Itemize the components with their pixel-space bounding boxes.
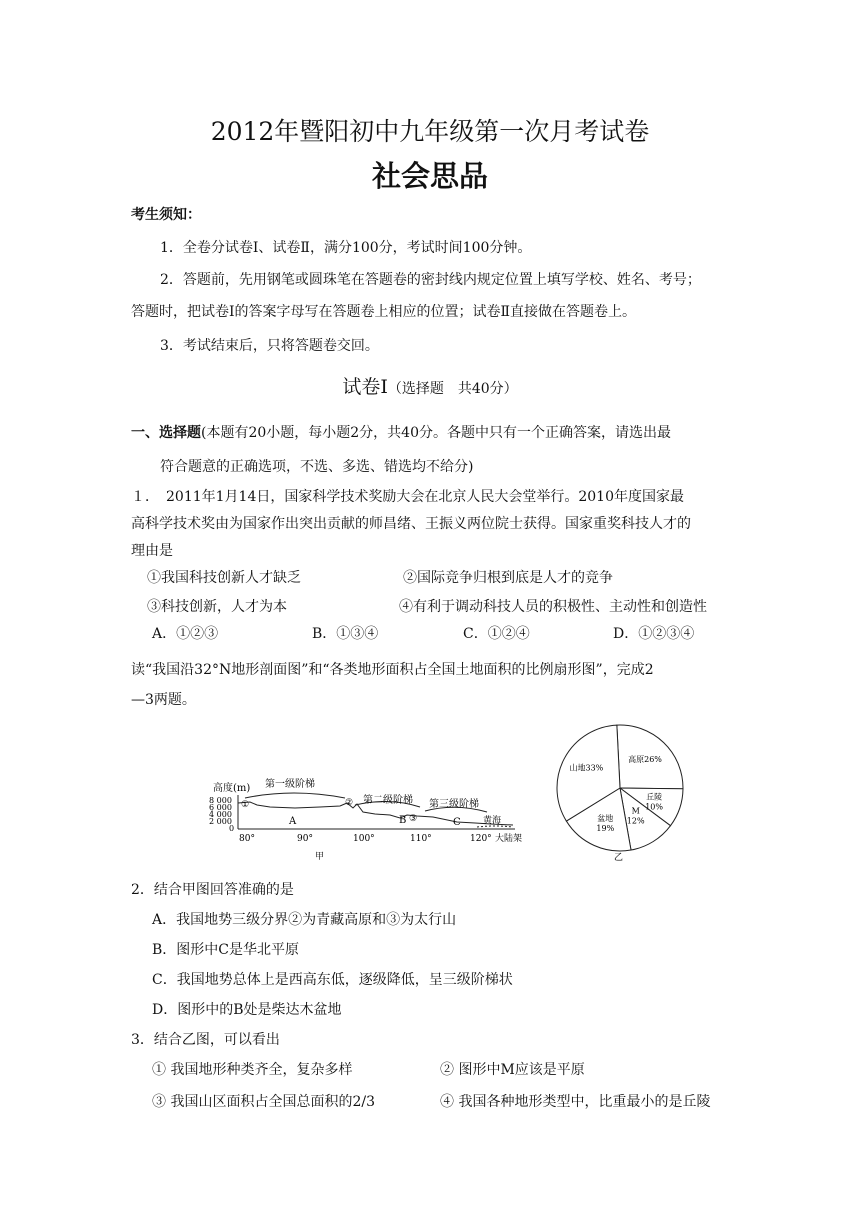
- notice-item-2-cont: 答题时，把试卷Ⅰ的答案字母写在答题卷上相应的位置；试卷Ⅱ直接做在答题卷上。: [131, 304, 637, 320]
- q3-statement-2: ② 图形中M应该是平原: [440, 1062, 585, 1078]
- notice-heading: 考生须知：: [131, 207, 201, 223]
- profile-xtick-110: 110°: [410, 834, 432, 844]
- pie-pct-label-4: 19%: [596, 823, 615, 833]
- paper1-note: （选择题 共40分）: [387, 381, 518, 397]
- profile-ytick-6000: 6 000: [209, 803, 232, 812]
- profile-ytick-4000: 4 000: [209, 810, 232, 819]
- section1-desc-line2: 符合题意的正确选项，不选、多选、错选均不给分): [160, 459, 474, 475]
- profile-step1: 第一级阶梯: [265, 779, 315, 790]
- pie-label-1: 高原26%: [628, 755, 662, 765]
- q1-line2: 高科学技术奖由为国家作出突出贡献的师昌绪、王振义两位院士获得。国家重奖科技人才的: [131, 516, 691, 532]
- q1-statement-2: ②国际竞争归根到底是人才的竞争: [403, 570, 613, 586]
- section1-heading: 一、选择题: [131, 425, 201, 441]
- q3-stem: 3．结合乙图，可以看出: [131, 1032, 280, 1048]
- terrain-profile-figure: [195, 745, 535, 865]
- profile-label-c: C: [453, 817, 461, 828]
- read-line1: 读“我国沿32°N地形剖面图”和“各类地形面积占全国土地面积的比例扇形图”，完成2: [131, 662, 654, 678]
- q2-option-b: B．图形中C是华北平原: [152, 942, 299, 958]
- profile-ytick-2000: 2 000: [209, 817, 232, 826]
- terrain-pie-chart: [540, 720, 700, 870]
- section1-line1: [131, 423, 671, 443]
- profile-step2: 第二级阶梯: [363, 795, 413, 806]
- pie-label-3: M: [631, 806, 640, 816]
- paper1-heading: [0, 372, 860, 399]
- q1-line3: 理由是: [131, 543, 173, 559]
- pie-label-2: 丘陵: [646, 792, 663, 802]
- profile-sea-label: 黄海: [483, 816, 502, 826]
- profile-xtick-90: 90°: [297, 834, 313, 844]
- q3-statement-4: ④ 我国各种地形类型中，比重最小的是丘陵: [440, 1094, 711, 1110]
- q1-option-c: C．①②④: [463, 626, 530, 642]
- profile-marker-3: ③: [409, 814, 418, 824]
- profile-step3: 第三级阶梯: [429, 799, 479, 810]
- q1-option-b: B．①③④: [312, 626, 379, 642]
- profile-marker-2: ②: [345, 798, 354, 808]
- q2-option-d: D．图形中的B处是柴达木盆地: [152, 1002, 342, 1018]
- q2-stem: 2．结合甲图回答准确的是: [131, 882, 294, 898]
- paper1-label: 试卷Ⅰ: [342, 376, 388, 398]
- profile-xtick-80: 80°: [239, 834, 255, 844]
- notice-item-3: 3．考试结束后，只将答题卷交回。: [160, 338, 379, 354]
- q3-statement-3: ③ 我国山区面积占全国总面积的2/3: [152, 1094, 375, 1110]
- read-line2: —3两题。: [131, 692, 196, 708]
- profile-ylabel: 高度(m): [213, 783, 251, 794]
- exam-subject: 社会思品: [371, 159, 488, 193]
- q2-option-c: C．我国地势总体上是西高东低，逐级降低，呈三级阶梯状: [152, 972, 513, 988]
- profile-xtick-120: 120°: [470, 834, 492, 844]
- profile-marker-1: ①: [241, 800, 250, 810]
- q1-statement-3: ③科技创新，人才为本: [147, 599, 287, 615]
- profile-xtick-100: 100°: [353, 834, 375, 844]
- q1-option-d: D．①②③④: [613, 626, 695, 642]
- q1-statement-1: ①我国科技创新人才缺乏: [147, 570, 301, 586]
- pie-label-4: 盆地: [597, 813, 614, 823]
- notice-item-1: 1．全卷分试卷Ⅰ、试卷Ⅱ，满分100分，考试时间100分钟。: [160, 240, 532, 256]
- q2-option-a: A．我国地势三级分界②为青藏高原和③为太行山: [152, 912, 457, 928]
- section1-desc: (本题有20小题，每小题2分，共40分。各题中只有一个正确答案，请选出最: [201, 425, 671, 441]
- profile-shelf-label: 大陆架: [495, 834, 523, 844]
- pie-label-0: 山地33%: [569, 763, 604, 773]
- q1-option-a: A．①②③: [152, 626, 219, 642]
- pie-caption: 乙: [614, 853, 624, 863]
- notice-item-2: 2．答题前，先用钢笔或圆珠笔在答题卷的密封线内规定位置上填写学校、姓名、考号；: [160, 272, 701, 288]
- q3-statement-1: ① 我国地形种类齐全，复杂多样: [152, 1062, 353, 1078]
- exam-title: 2012年暨阳初中九年级第一次月考试卷: [210, 117, 650, 146]
- q1-statement-4: ④有利于调动科技人员的积极性、主动性和创造性: [399, 599, 707, 615]
- pie-pct-label-3: 12%: [626, 816, 645, 826]
- profile-caption: 甲: [315, 852, 325, 862]
- profile-label-b: B: [399, 815, 407, 826]
- pie-pct-label-2: 10%: [645, 802, 663, 812]
- profile-label-a: A: [289, 816, 297, 827]
- profile-ytick-8000: 8 000: [209, 796, 232, 805]
- q1-line1: １． 2011年1月14日，国家科学技术奖励大会在北京人民大会堂举行。2010年度国家最: [131, 489, 684, 505]
- profile-ytick-0: 0: [229, 824, 235, 833]
